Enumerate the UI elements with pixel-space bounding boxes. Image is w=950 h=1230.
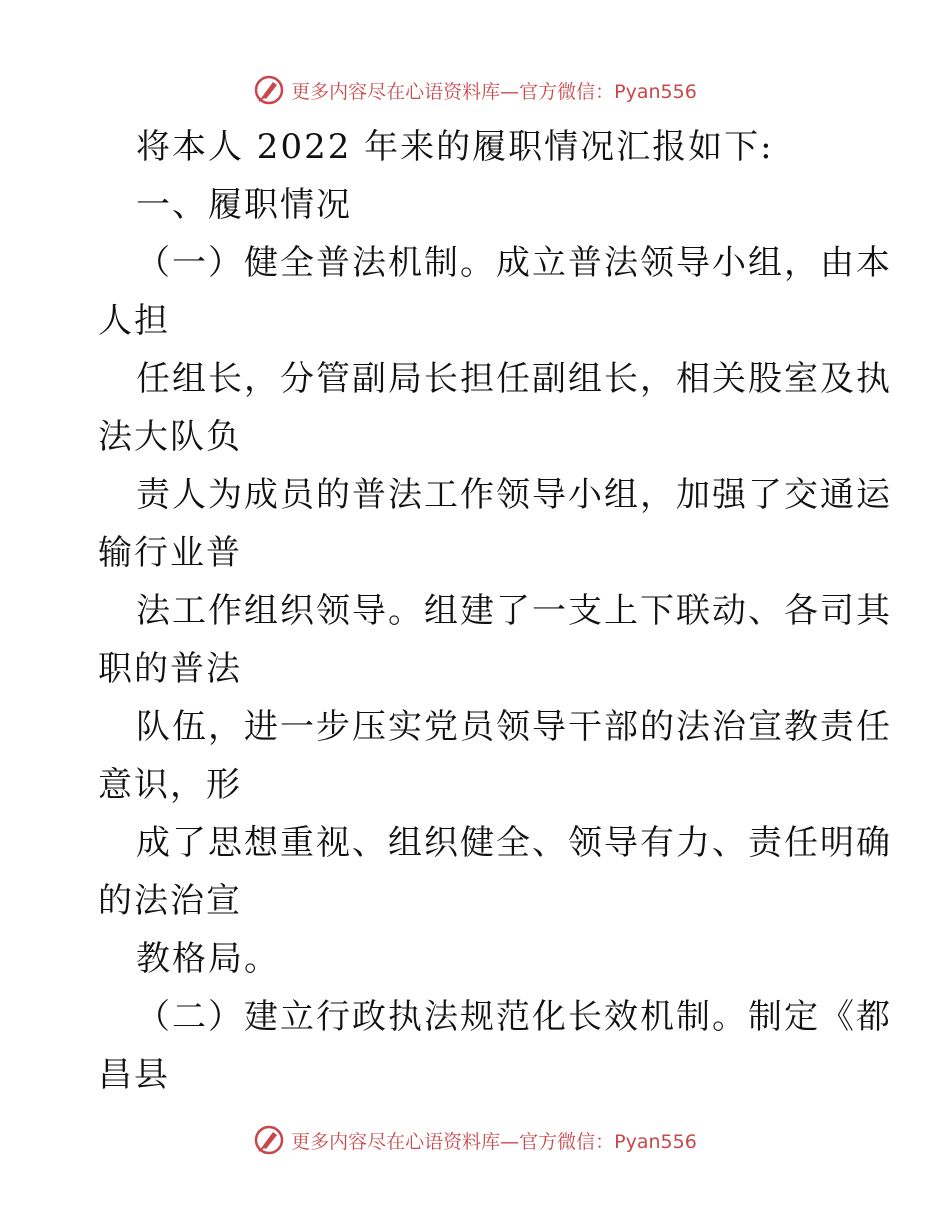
document-body (98, 118, 892, 1104)
text-line: 一、履职情况 (136, 185, 352, 225)
text-line: 意识，形 (98, 765, 242, 805)
text-line: 法大队负 (98, 417, 242, 457)
text-line: 成了思想重视、组织健全、领导有力、责任明确 (136, 823, 892, 863)
text-line: （二）建立行政执法规范化长效机制。制定《都 (136, 997, 892, 1037)
text-line: （一）健全普法机制。成立普法领导小组，由本 (136, 243, 892, 283)
watermark-text: 更多内容尽在心语资料库—官方微信：Pyan556 (291, 80, 697, 103)
text-line: 昌县 (98, 1055, 170, 1095)
text-line: 责人为成员的普法工作领导小组，加强了交通运 (136, 475, 892, 515)
text-line: 法工作组织领导。组建了一支上下联动、各司其 (136, 591, 892, 631)
text-line: 将本人 2022 年来的履职情况汇报如下: (136, 127, 774, 167)
quill-logo-icon (253, 1124, 285, 1156)
text-line: 队伍，进一步压实党员领导干部的法治宣教责任 (136, 707, 892, 747)
watermark-header (0, 70, 950, 110)
text-line: 输行业普 (98, 533, 242, 573)
watermark-footer (0, 1120, 950, 1160)
text-line: 任组长，分管副局长担任副组长，相关股室及执 (136, 359, 892, 399)
text-line: 人担 (98, 301, 170, 341)
text-line: 教格局。 (136, 939, 280, 979)
text-line: 职的普法 (98, 649, 242, 689)
watermark-text: 更多内容尽在心语资料库—官方微信：Pyan556 (291, 1130, 697, 1153)
quill-logo-icon (253, 74, 285, 106)
text-line: 的法治宣 (98, 881, 242, 921)
